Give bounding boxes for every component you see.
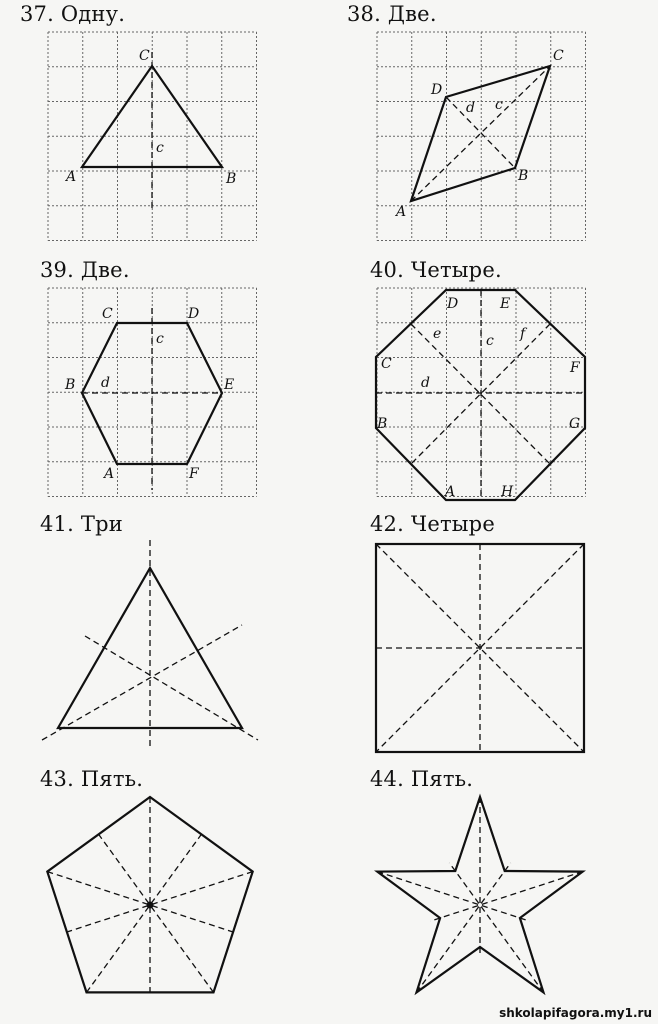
figure-39 — [48, 288, 257, 497]
vertex-label-a: A — [104, 466, 115, 482]
vertex-label-d: D — [188, 306, 200, 322]
figure-38 — [377, 32, 586, 241]
vertex-label-c: C — [139, 48, 150, 64]
vertex-label-d: D — [447, 296, 459, 312]
axis-label-c: c — [156, 140, 164, 156]
figure-41 — [42, 540, 258, 748]
vertex-label-c: C — [553, 48, 564, 64]
vertex-label-f: F — [189, 466, 199, 482]
symmetry-axis — [99, 834, 214, 992]
symmetry-axis — [87, 834, 202, 992]
axis-label-c: c — [156, 331, 164, 347]
vertex-label-b: B — [518, 168, 529, 184]
vertex-label-f: F — [570, 360, 580, 376]
axis-label-d: d — [101, 375, 110, 391]
diagonal-label-c: c — [495, 97, 503, 113]
star-44 — [377, 797, 582, 992]
figure-42 — [376, 544, 584, 752]
axis-label-f: f — [520, 326, 526, 342]
problem-42-heading: 42. Четыре — [370, 512, 495, 536]
vertex-label-c: C — [102, 306, 113, 322]
problem-38-heading: 38. Две. — [347, 2, 437, 26]
vertex-label-d: D — [431, 82, 443, 98]
vertex-label-b: B — [65, 377, 76, 393]
problem-44-heading: 44. Пять. — [370, 767, 474, 791]
problem-39-heading: 39. Две. — [40, 258, 130, 282]
vertex-label-a: A — [66, 169, 77, 185]
symmetry-axis — [67, 872, 253, 932]
pentagon-center — [147, 902, 154, 909]
problem-40-heading: 40. Четыре. — [370, 258, 502, 282]
vertex-label-c: C — [381, 356, 392, 372]
symmetry-axis-3 — [85, 636, 258, 740]
diagonal-label-d: d — [466, 100, 475, 116]
pentagon-43 — [47, 797, 252, 992]
figure-44 — [377, 797, 582, 992]
axis-label-c: c — [486, 333, 494, 349]
axis-label-d: d — [421, 375, 430, 391]
vertex-label-b: B — [226, 171, 237, 187]
vertex-label-h: H — [501, 484, 514, 500]
symmetry-axis-2 — [42, 625, 242, 740]
watermark: shkolapifagora.my1.ru — [499, 1006, 652, 1020]
problem-43-heading: 43. Пять. — [40, 767, 144, 791]
vertex-label-e: E — [500, 296, 511, 312]
problem-37-heading: 37. Одну. — [20, 2, 126, 26]
vertex-label-g: G — [569, 416, 581, 432]
symmetry-axis — [47, 872, 233, 932]
vertex-label-b: B — [377, 416, 388, 432]
vertex-label-a: A — [396, 204, 407, 220]
figure-40 — [376, 288, 586, 500]
vertex-label-e: E — [224, 377, 235, 393]
vertex-label-a: A — [445, 484, 456, 500]
figure-43 — [47, 797, 252, 992]
axis-label-e: e — [433, 326, 442, 342]
problem-41-heading: 41. Три — [40, 512, 123, 536]
figure-37 — [48, 32, 257, 241]
